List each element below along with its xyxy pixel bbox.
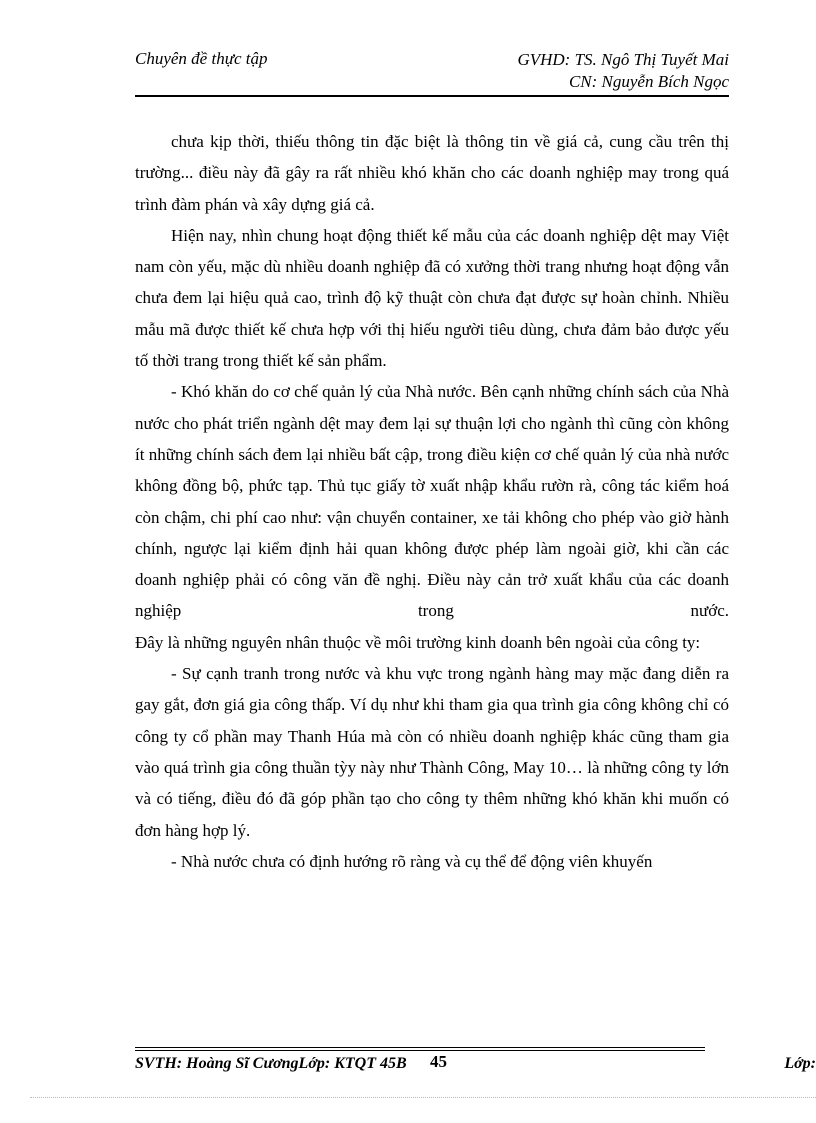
paragraph-4: Đây là những nguyên nhân thuộc về môi trường kinh doanh bên ngoài của công ty: [135, 632, 701, 652]
footer-class-label: Lớp: [784, 1055, 816, 1072]
paragraph-3: - Khó khăn do cơ chế quản lý của Nhà nước. Bên cạnh những chính sách của Nhà nước cho phát triển ngành dệt may đem lại sự thuận lợi cho ngành thì cũng còn không ít những chính sách đem lại nhiều bất cập, trong điều kiện cơ chế quản lý của nhà nước không đồng bộ, phức tạp. Thủ tục giấy tờ xuất nhập khẩu rườn rà, công tác kiểm hoá còn chậm, chi phí cao như: vận chuyển container, xe tải không cho phép vào giờ hành chính, ngược lại kiểm định hải quan không được phép làm ngoài giờ, khi cần các doanh nghiệp phải có công văn đề nghị. Điều này cản trở xuất khẩu của các doanh nghiệp trong nước. [135, 382, 729, 621]
header-right-block [517, 49, 729, 93]
header-supervisor: CN: Nguyễn Bích Ngọc [568, 72, 729, 91]
header-instructor: GVHD: TS. Ngô Thị Tuyết Mai [517, 50, 729, 69]
page-header [135, 49, 729, 97]
header-left-title: Chuyên đề thực tập [135, 49, 268, 68]
page-body [135, 126, 729, 877]
paragraph-2: Hiện nay, nhìn chung hoạt động thiết kế mẫu của các doanh nghiệp dệt may Việt nam còn yếu, mặc dù nhiều doanh nghiệp đã có xưởng thời trang nhưng hoạt động vẫn chưa đem lại hiệu quả cao, trình độ kỹ thuật còn chưa đạt được sự hoàn chỉnh. Nhiều mẫu mã được thiết kế chưa hợp với thị hiếu người tiêu dùng, chưa đảm bảo được yếu tố thời trang trong thiết kế sản phẩm. [135, 225, 729, 371]
page-number: 45 [430, 1052, 447, 1071]
footer-rule [135, 1047, 705, 1051]
bottom-dotted-line [30, 1097, 816, 1098]
paragraph-6: - Nhà nước chưa có định hướng rõ ràng và cụ thể để động viên khuyến [171, 851, 653, 871]
paragraph-5: - Sự cạnh tranh trong nước và khu vực trong ngành hàng may mặc đang diễn ra gay gắt, đơn giá gia công thấp. Ví dụ như khi tham gia qua trình gia công không chỉ có công ty cổ phần may Thanh Húa mà còn có nhiều doanh nghiệp khác cũng tham gia vào quá trình gia công thuần tỳy này như Thành Công, May 10… là những công ty lớn và có tiếng, điều đó đã góp phần tạo cho công ty thêm những khó khăn khi muốn có đơn hàng hợp lý. [135, 664, 729, 840]
footer-student-info: SVTH: Hoàng Sĩ CươngLớp: KTQT 45B [135, 1055, 407, 1072]
paragraph-1: chưa kịp thời, thiếu thông tin đặc biệt là thông tin về giá cả, cung cầu trên thị trường... điều này đã gây ra rất nhiều khó khăn cho các doanh nghiệp may trong quá trình đàm phán và xây dựng giá cả. [135, 132, 729, 214]
